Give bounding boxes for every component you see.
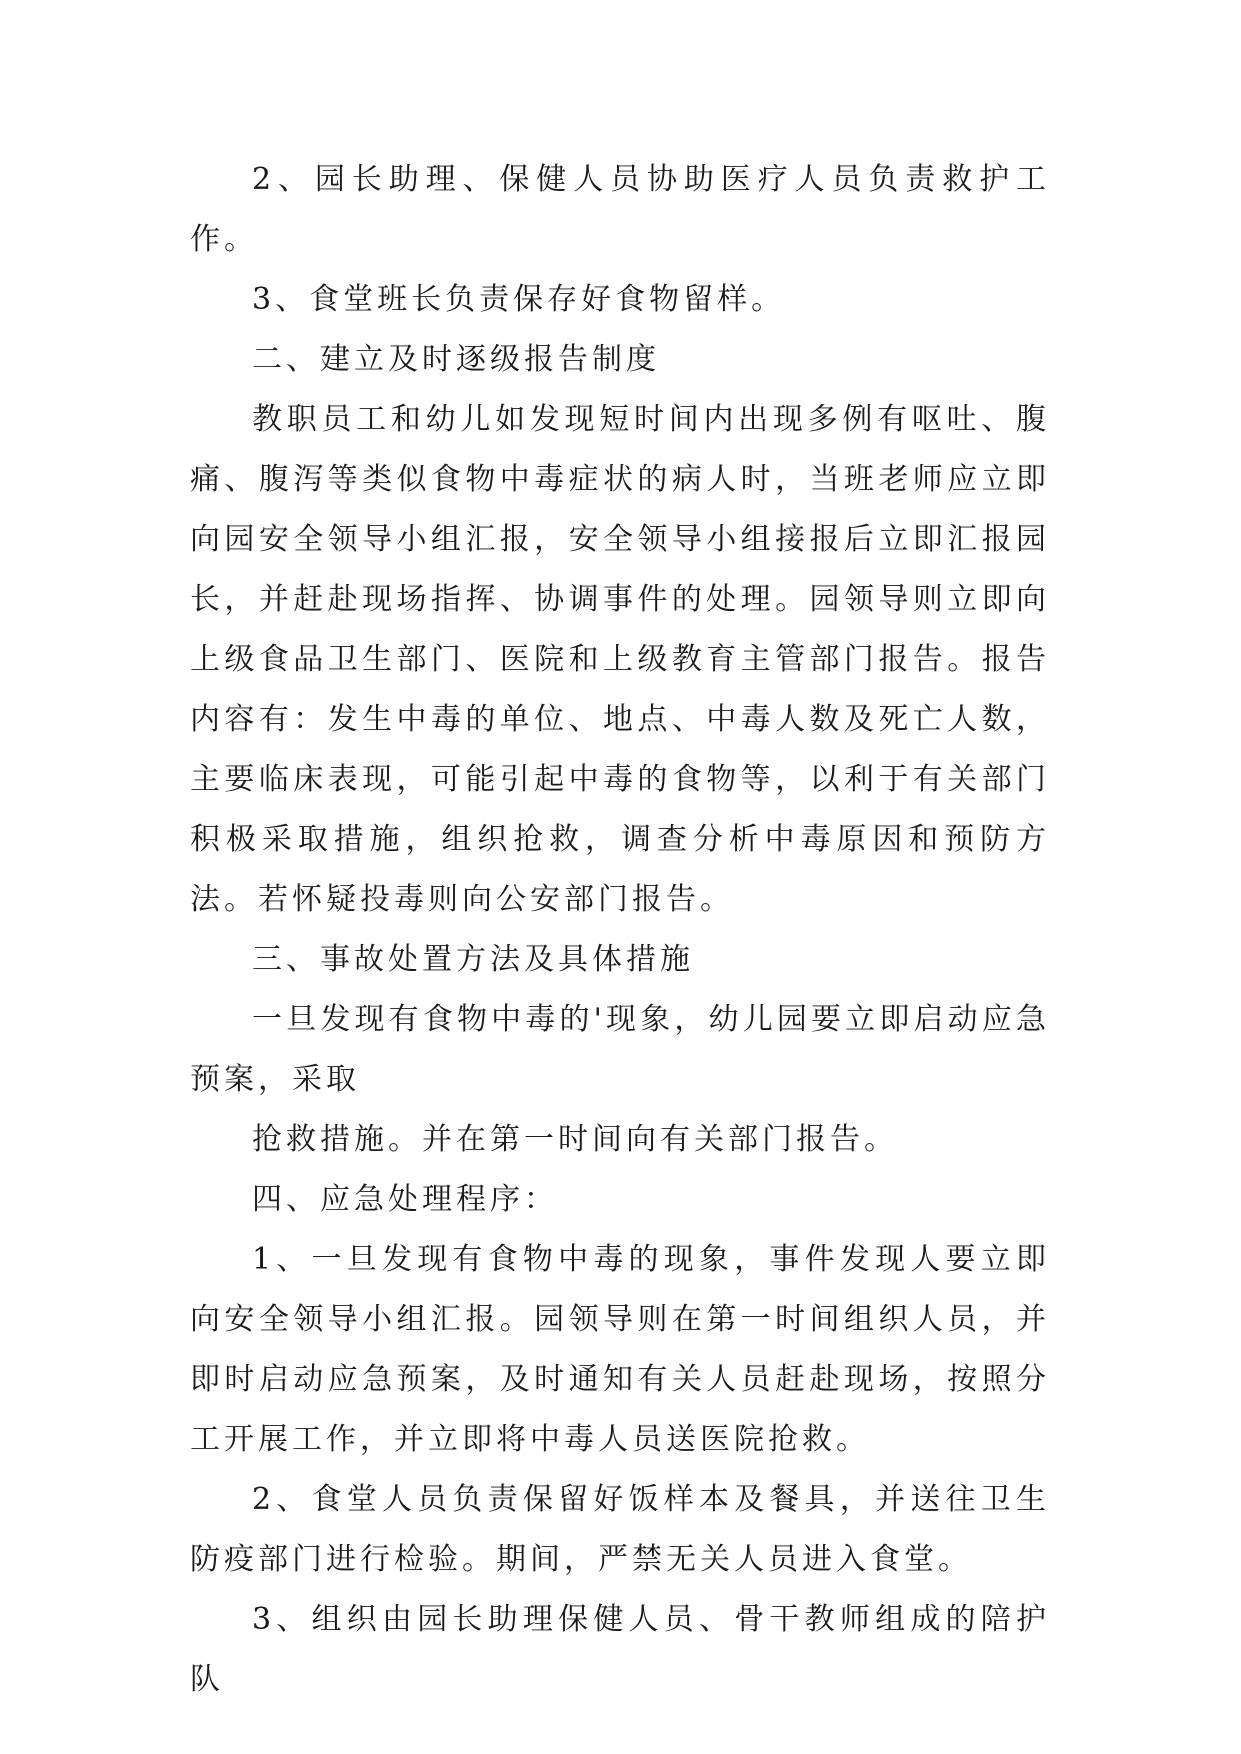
paragraph-reporting-procedure: 教职员工和幼儿如发现短时间内出现多例有呕吐、腹痛、腹泻等类似食物中毒症状的病人时，当班老师应立即向园安全领导小组汇报，安全领导小组接报后立即汇报园长，并赶赴现场指挥、协调事件的处理。园领导则立即向上级食品卫生部门、医院和上级教育主管部门报告。报告内容有：发生中毒的单位、地点、中毒人数及死亡人数，主要临床表现，可能引起中毒的食物等，以利于有关部门积极采取措施，组织抢救，调查分析中毒原因和预防方法。若怀疑投毒则向公安部门报告。: [190, 402, 1050, 917]
paragraph-procedure-step-2: 2、食堂人员负责保留好饭样本及餐具，并送往卫生防疫部门进行检验。期间，严禁无关人员进入食堂。: [190, 1482, 1050, 1577]
paragraph-procedure-step-3: 3、组织由园长助理保健人员、骨干教师组成的陪护队: [190, 1602, 1050, 1697]
paragraph-emergency-plan: 一旦发现有食物中毒的'现象，幼儿园要立即启动应急预案，采取: [190, 1002, 1050, 1097]
section-heading-handling-methods: 三、事故处置方法及具体措施: [252, 942, 694, 977]
paragraph-duty-item-3: 3、食堂班长负责保存好食物留样。: [252, 282, 786, 317]
section-heading-reporting: 二、建立及时逐级报告制度: [252, 342, 660, 377]
paragraph-duty-item-2: 2、园长助理、保健人员协助医疗人员负责救护工作。: [190, 162, 1050, 257]
section-heading-emergency-procedure: 四、应急处理程序：: [252, 1182, 558, 1217]
paragraph-procedure-step-1: 1、一旦发现有食物中毒的现象，事件发现人要立即向安全领导小组汇报。园领导则在第一时间组织人员，并即时启动应急预案，及时通知有关人员赶赴现场，按照分工开展工作，并立即将中毒人员送医院抢救。: [190, 1242, 1050, 1457]
paragraph-rescue-measures: 抢救措施。并在第一时间向有关部门报告。: [252, 1122, 898, 1157]
document-body: [190, 150, 1050, 1710]
